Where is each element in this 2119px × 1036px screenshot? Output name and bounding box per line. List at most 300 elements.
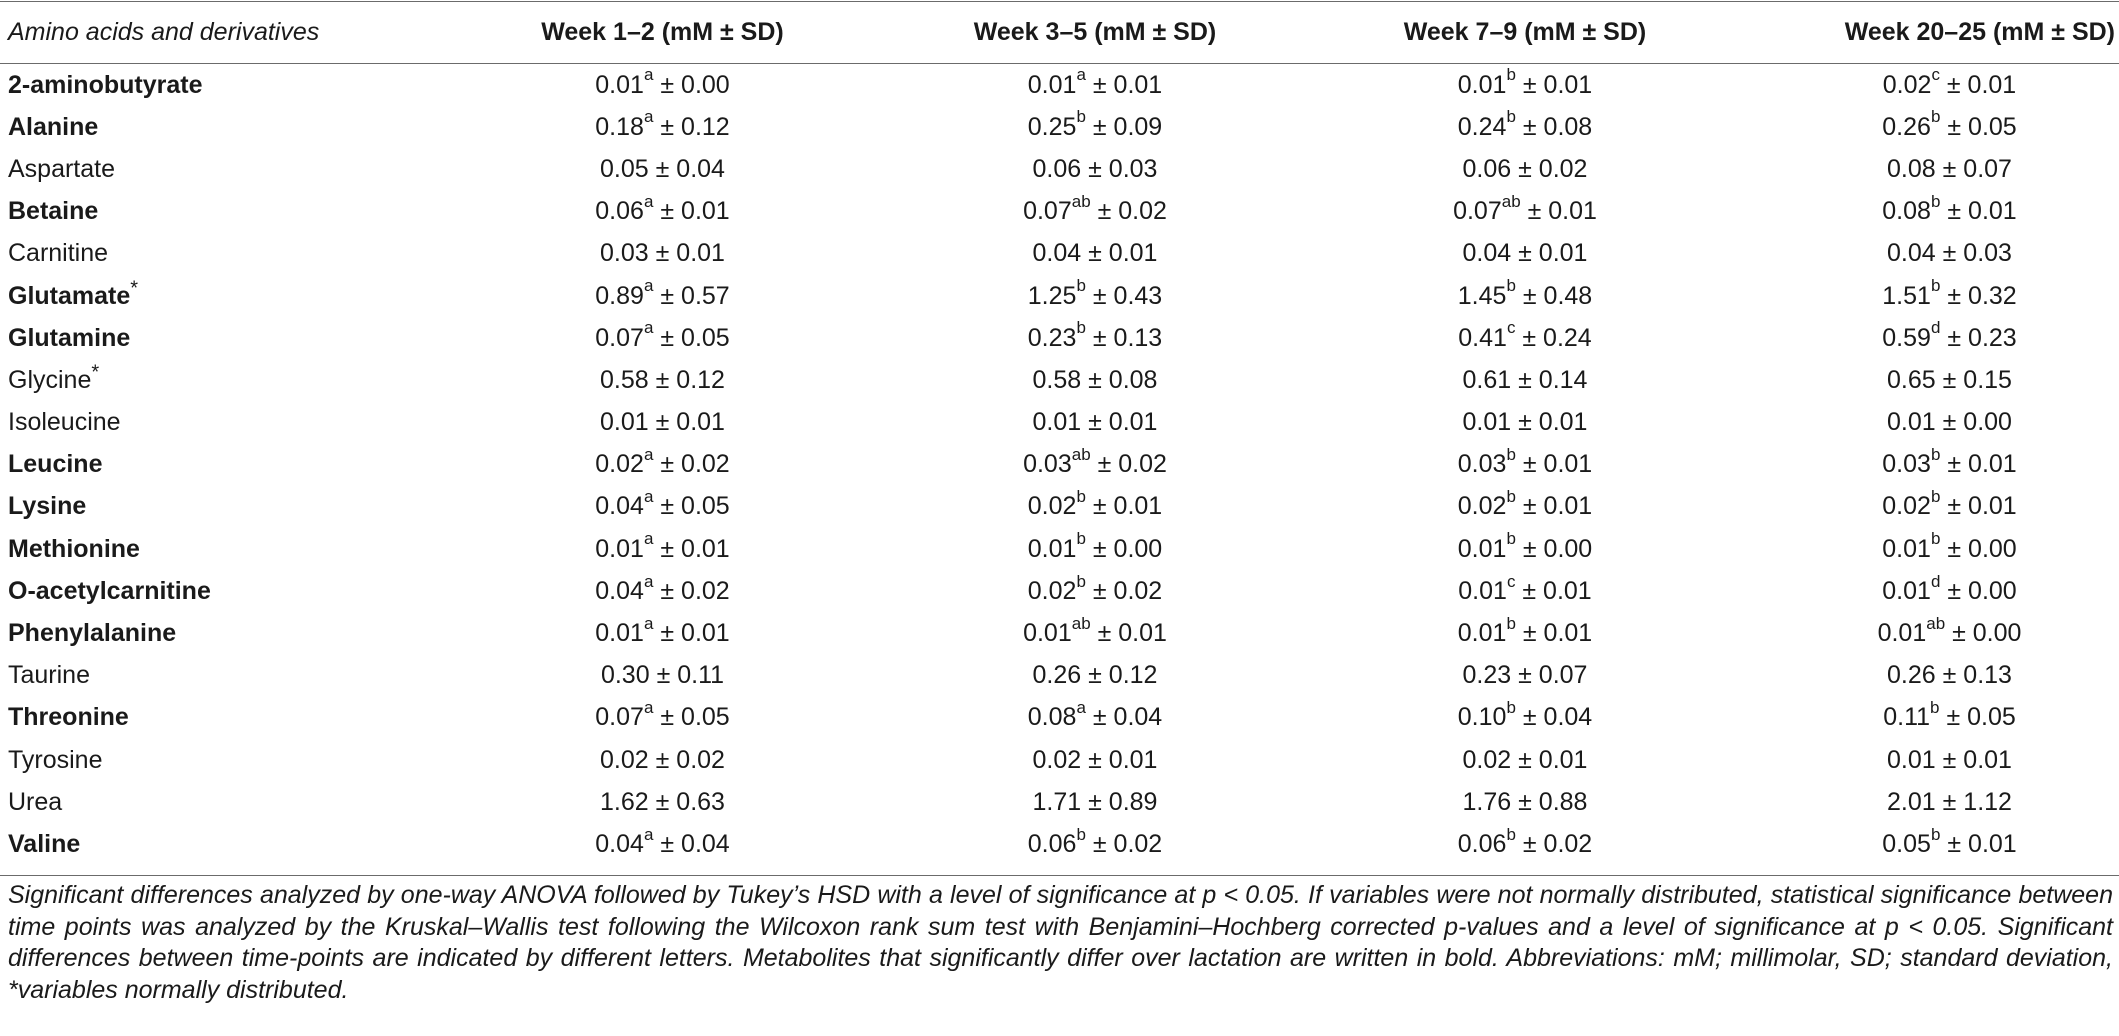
value-cell [1310,148,1740,190]
sd-value: ± 0.08 [1522,112,1593,141]
sd-value: ± 0.48 [1522,281,1593,310]
significance-letter: b [1506,276,1516,296]
value-cell [1740,528,2119,570]
mean-value: 0.89 [595,281,644,310]
mean-value: 0.02 [1882,492,1931,521]
sd-value: ± 0.00 [1522,534,1593,563]
mean-value: 0.11 [1883,703,1931,732]
sd-value: ± 0.24 [1522,323,1592,352]
table-row [0,823,2119,865]
table-footnote: Significant differences analyzed by one-way ANOVA followed by Tukey’s HSD with a level of significance at p < 0.05. If variables were not normally distributed, statistical significance between time points was analyzed by the Kruskal–Wallis test following the Wilcoxon rank sum test with Benjamini–Hochberg corrected p-values and a level of significance at p < 0.05. Significant differences between time-points are indicated by different letters. Metabolites that significantly differ over lactation are written in bold. Abbreviations: mM; millimolar, SD; standard deviation, *variables normally distributed. [8,881,2113,1004]
mean-value: 1.62 [600,787,649,816]
sd-value: ± 0.01 [1946,70,2017,99]
value-cell [1740,148,2119,190]
mean-value: 0.04 [1887,239,1936,268]
sd-value: ± 0.03 [1088,154,1158,183]
significance-letter: a [643,318,654,338]
value-cell [1740,823,2119,865]
metabolite-name [0,697,445,739]
sd-value: ± 0.08 [1088,365,1158,394]
mean-value: 0.01 [1462,408,1512,437]
sd-value: ± 0.89 [1088,787,1158,816]
header-week-3-5: Week 3–5 (mM ± SD) [973,17,1217,46]
value-cell [1310,781,1740,823]
sd-value: ± 0.01 [1522,450,1593,479]
mean-value: 0.02 [1457,492,1507,521]
mean-value: 0.01 [1032,408,1082,437]
value-cell [445,191,880,233]
significance-letter: ab [1071,613,1091,633]
normal-distribution-marker: * [130,277,139,300]
header-amino-acids: Amino acids and derivatives [8,17,320,46]
sd-value: ± 0.88 [1518,787,1588,816]
mean-value: 0.01 [1457,619,1507,648]
mean-value: 0.07 [1023,197,1072,226]
sd-value: ± 0.01 [1947,829,2017,858]
table-row [0,148,2119,190]
metabolite-name-text: Glutamate [8,281,131,310]
significance-letter: b [1076,318,1086,338]
mean-value: 0.01 [1882,576,1931,605]
value-cell [1310,402,1740,444]
mean-value: 0.30 [600,661,650,690]
significance-letter: b [1506,487,1516,507]
sd-value: ± 0.02 [660,450,730,479]
metabolite-name [0,359,445,401]
mean-value: 0.03 [1882,450,1931,479]
metabolite-name [0,612,445,654]
significance-letter: d [1930,571,1941,591]
table-row [0,655,2119,697]
mean-value: 0.01 [595,534,644,563]
mean-value: 0.01 [1877,619,1927,648]
sd-value: ± 0.00 [1952,619,2022,648]
metabolite-name-text: Taurine [8,661,90,690]
sd-value: ± 0.02 [1097,197,1167,226]
mean-value: 0.07 [595,703,644,732]
significance-letter: b [1930,444,1941,464]
sd-value: ± 0.01 [1092,70,1163,99]
value-cell [1740,655,2119,697]
sd-value: ± 0.12 [1088,661,1158,690]
value-cell [445,359,880,401]
metabolite-name [0,781,445,823]
mean-value: 0.01 [1887,745,1936,774]
table-row [0,64,2119,106]
significance-letter: a [643,487,654,507]
value-cell [1310,64,1740,106]
value-cell [445,697,880,739]
mean-value: 2.01 [1887,787,1936,816]
significance-letter: ab [1071,191,1091,211]
significance-letter: b [1506,698,1516,718]
sd-value: ± 0.43 [1092,281,1163,310]
mean-value: 0.03 [600,239,649,268]
value-cell [1740,486,2119,528]
value-cell [445,781,880,823]
table-row [0,528,2119,570]
significance-letter: b [1506,107,1516,127]
significance-letter: b [1930,487,1941,507]
significance-letter: b [1930,529,1941,549]
sd-value: ± 0.05 [1946,703,2016,732]
sd-value: ± 0.03 [1942,239,2012,268]
table-row [0,359,2119,401]
value-cell [445,317,880,359]
sd-value: ± 0.05 [1947,112,2017,141]
value-cell [1310,444,1740,486]
mean-value: 0.61 [1462,365,1512,394]
table-row [0,444,2119,486]
mean-value: 0.01 [1887,408,1936,437]
metabolite-name-text: Glutamine [8,323,131,352]
mean-value: 0.23 [1027,323,1077,352]
sd-value: ± 0.01 [1522,70,1593,99]
metabolite-name-text: Threonine [8,703,129,732]
mean-value: 0.01 [595,70,644,99]
metabolite-name [0,317,445,359]
table-row [0,191,2119,233]
sd-value: ± 0.07 [1518,661,1588,690]
table-bottom-rule [0,875,2119,876]
table-row [0,317,2119,359]
significance-letter: a [643,571,654,591]
mean-value: 1.45 [1457,281,1507,310]
mean-value: 1.25 [1027,281,1077,310]
value-cell [880,697,1310,739]
sd-value: ± 0.02 [1092,576,1163,605]
value-cell [880,148,1310,190]
mean-value: 0.01 [600,408,649,437]
mean-value: 0.05 [600,154,649,183]
value-cell [445,106,880,148]
table-row [0,106,2119,148]
mean-value: 0.06 [1032,154,1082,183]
sd-value: ± 0.02 [1092,829,1163,858]
sd-value: ± 0.04 [660,829,730,858]
sd-value: ± 0.01 [660,197,730,226]
value-cell [1740,402,2119,444]
table-row [0,781,2119,823]
value-cell [1310,739,1740,781]
significance-letter: d [1930,318,1941,338]
mean-value: 0.02 [1462,745,1512,774]
sd-value: ± 0.02 [1522,829,1593,858]
value-cell [445,655,880,697]
value-cell [1740,275,2119,317]
mean-value: 0.01 [1027,70,1077,99]
significance-letter: c [1506,318,1516,338]
significance-letter: b [1076,571,1086,591]
significance-letter: c [1506,571,1516,591]
value-cell [880,781,1310,823]
significance-letter: ab [1501,191,1521,211]
mean-value: 0.04 [595,492,644,521]
significance-letter: a [1076,698,1086,718]
metabolite-name-text: Phenylalanine [8,619,177,648]
value-cell [1740,191,2119,233]
sd-value: ± 0.32 [1947,281,2017,310]
sd-value: ± 0.01 [1947,450,2017,479]
header-week-1-2: Week 1–2 (mM ± SD) [541,17,784,46]
mean-value: 0.41 [1458,323,1507,352]
sd-value: ± 0.05 [660,323,730,352]
table-row [0,697,2119,739]
sd-value: ± 0.15 [1942,365,2012,394]
value-cell [880,402,1310,444]
sd-value: ± 0.14 [1518,365,1588,394]
mean-value: 0.18 [595,112,644,141]
value-cell [1740,233,2119,275]
sd-value: ± 0.63 [655,787,725,816]
mean-value: 0.04 [595,829,644,858]
value-cell [1740,570,2119,612]
value-cell [880,739,1310,781]
table-row [0,402,2119,444]
mean-value: 0.07 [1453,197,1502,226]
significance-letter: a [643,107,654,127]
sd-value: ± 0.01 [1518,239,1588,268]
value-cell [1310,275,1740,317]
value-cell [880,823,1310,865]
sd-value: ± 0.00 [1947,534,2017,563]
significance-letter: a [643,444,654,464]
significance-letter: b [1930,824,1941,844]
value-cell [1310,359,1740,401]
significance-letter: a [1076,65,1086,85]
value-cell [880,191,1310,233]
value-cell [1740,64,2119,106]
significance-letter: c [1931,65,1940,85]
table-row [0,570,2119,612]
mean-value: 0.65 [1887,365,1936,394]
sd-value: ± 0.12 [660,112,730,141]
metabolite-name-text: Methionine [8,534,140,563]
significance-letter: ab [1071,444,1091,464]
value-cell [1310,570,1740,612]
significance-letter: b [1076,824,1086,844]
sd-value: ± 0.01 [1088,745,1158,774]
value-cell [445,570,880,612]
sd-value: ± 0.01 [1947,197,2017,226]
value-cell [1310,528,1740,570]
significance-letter: a [643,191,654,211]
value-cell [1740,444,2119,486]
value-cell [1310,106,1740,148]
significance-letter: b [1076,529,1086,549]
value-cell [1740,359,2119,401]
mean-value: 0.02 [1882,70,1932,99]
mean-value: 0.02 [1027,492,1077,521]
metabolite-name [0,64,445,106]
mean-value: 0.08 [1887,154,1936,183]
mean-value: 0.02 [600,745,649,774]
significance-letter: b [1930,191,1941,211]
value-cell [1310,697,1740,739]
value-cell [1310,655,1740,697]
mean-value: 0.01 [1882,534,1931,563]
mean-value: 1.71 [1032,787,1082,816]
value-cell [880,612,1310,654]
mean-value: 0.06 [1462,154,1512,183]
sd-value: ± 0.01 [1518,408,1588,437]
mean-value: 0.59 [1882,323,1931,352]
metabolite-name-text: Lysine [8,492,87,521]
table-row [0,233,2119,275]
metabolite-name [0,402,445,444]
table-body [0,64,2119,866]
table-row [0,612,2119,654]
metabolite-name-text: Carnitine [8,239,109,268]
value-cell [1740,781,2119,823]
mean-value: 0.06 [1027,829,1077,858]
significance-letter: a [643,529,654,549]
significance-letter: a [643,698,654,718]
sd-value: ± 0.01 [655,239,725,268]
sd-value: ± 0.01 [1092,492,1163,521]
mean-value: 0.10 [1457,703,1507,732]
significance-letter: b [1506,824,1516,844]
metabolite-name-text: Tyrosine [8,745,103,774]
sd-value: ± 0.01 [1097,619,1167,648]
value-cell [1740,697,2119,739]
value-cell [1740,739,2119,781]
significance-letter: b [1076,276,1086,296]
significance-letter: ab [1926,613,1946,633]
significance-letter: b [1506,529,1516,549]
sd-value: ± 0.04 [1092,703,1163,732]
mean-value: 0.02 [595,450,644,479]
value-cell [880,317,1310,359]
sd-value: ± 0.13 [1092,323,1163,352]
mean-value: 0.01 [1457,70,1507,99]
significance-letter: a [643,65,654,85]
table-row [0,275,2119,317]
value-cell [445,486,880,528]
metabolite-name [0,233,445,275]
mean-value: 0.03 [1023,450,1072,479]
metabolite-name-text: Leucine [8,450,103,479]
mean-value: 0.26 [1887,661,1936,690]
metabolite-name-text: Alanine [8,112,99,141]
sd-value: ± 0.00 [660,70,730,99]
mean-value: 0.06 [595,197,644,226]
metabolite-name [0,823,445,865]
sd-value: ± 0.05 [660,492,730,521]
mean-value: 1.76 [1462,787,1512,816]
sd-value: ± 0.01 [660,619,730,648]
mean-value: 0.24 [1457,112,1507,141]
metabolite-name [0,444,445,486]
significance-letter: b [1930,107,1941,127]
sd-value: ± 0.04 [655,154,725,183]
metabolite-name [0,148,445,190]
mean-value: 0.01 [1457,534,1507,563]
mean-value: 0.26 [1032,661,1082,690]
value-cell [880,570,1310,612]
sd-value: ± 0.09 [1092,112,1163,141]
value-cell [445,148,880,190]
value-cell [880,444,1310,486]
value-cell [880,106,1310,148]
metabolite-name-text: Valine [8,829,81,858]
mean-value: 0.06 [1457,829,1507,858]
mean-value: 0.08 [1882,197,1931,226]
sd-value: ± 0.01 [1947,492,2017,521]
mean-value: 0.01 [1023,619,1072,648]
metabolite-name [0,570,445,612]
mean-value: 0.25 [1027,112,1077,141]
value-cell [445,233,880,275]
sd-value: ± 0.02 [1097,450,1167,479]
sd-value: ± 0.01 [1522,619,1593,648]
mean-value: 0.04 [595,576,644,605]
value-cell [880,64,1310,106]
value-cell [1310,486,1740,528]
metabolite-name [0,191,445,233]
metabolite-name [0,106,445,148]
mean-value: 0.01 [1027,534,1077,563]
sd-value: ± 0.00 [1942,408,2012,437]
table-row [0,486,2119,528]
sd-value: ± 0.01 [1522,576,1592,605]
value-cell [445,823,880,865]
mean-value: 0.58 [1032,365,1082,394]
value-cell [880,528,1310,570]
sd-value: ± 0.00 [1947,576,2017,605]
sd-value: ± 0.07 [1942,154,2012,183]
value-cell [445,64,880,106]
value-cell [445,275,880,317]
mean-value: 0.04 [1462,239,1512,268]
value-cell [445,402,880,444]
mean-value: 0.01 [1458,576,1507,605]
value-cell [880,359,1310,401]
mean-value: 0.23 [1462,661,1512,690]
mean-value: 0.02 [1027,576,1077,605]
value-cell [880,486,1310,528]
metabolite-name-text: 2-aminobutyrate [8,70,203,99]
value-cell [880,655,1310,697]
header-row [0,0,2119,64]
metabolite-name [0,486,445,528]
mean-value: 0.58 [600,365,649,394]
metabolite-name-text: Betaine [8,197,99,226]
sd-value: ± 0.12 [655,365,725,394]
mean-value: 0.01 [595,619,644,648]
significance-letter: b [1506,444,1516,464]
sd-value: ± 0.05 [660,703,730,732]
value-cell [1310,612,1740,654]
mean-value: 1.51 [1882,281,1931,310]
sd-value: ± 0.00 [1092,534,1163,563]
metabolite-name-text: Aspartate [8,154,116,183]
normal-distribution-marker: * [91,361,100,384]
metabolite-name [0,655,445,697]
sd-value: ± 0.01 [660,534,730,563]
mean-value: 0.08 [1027,703,1077,732]
mean-value: 0.04 [1032,239,1082,268]
value-cell [1310,191,1740,233]
metabolite-name-text: Urea [8,787,63,816]
sd-value: ± 0.57 [660,281,730,310]
sd-value: ± 0.04 [1522,703,1593,732]
sd-value: ± 0.01 [1518,745,1588,774]
value-cell [880,275,1310,317]
value-cell [445,739,880,781]
sd-value: ± 0.01 [1522,492,1593,521]
sd-value: ± 0.11 [656,661,725,690]
